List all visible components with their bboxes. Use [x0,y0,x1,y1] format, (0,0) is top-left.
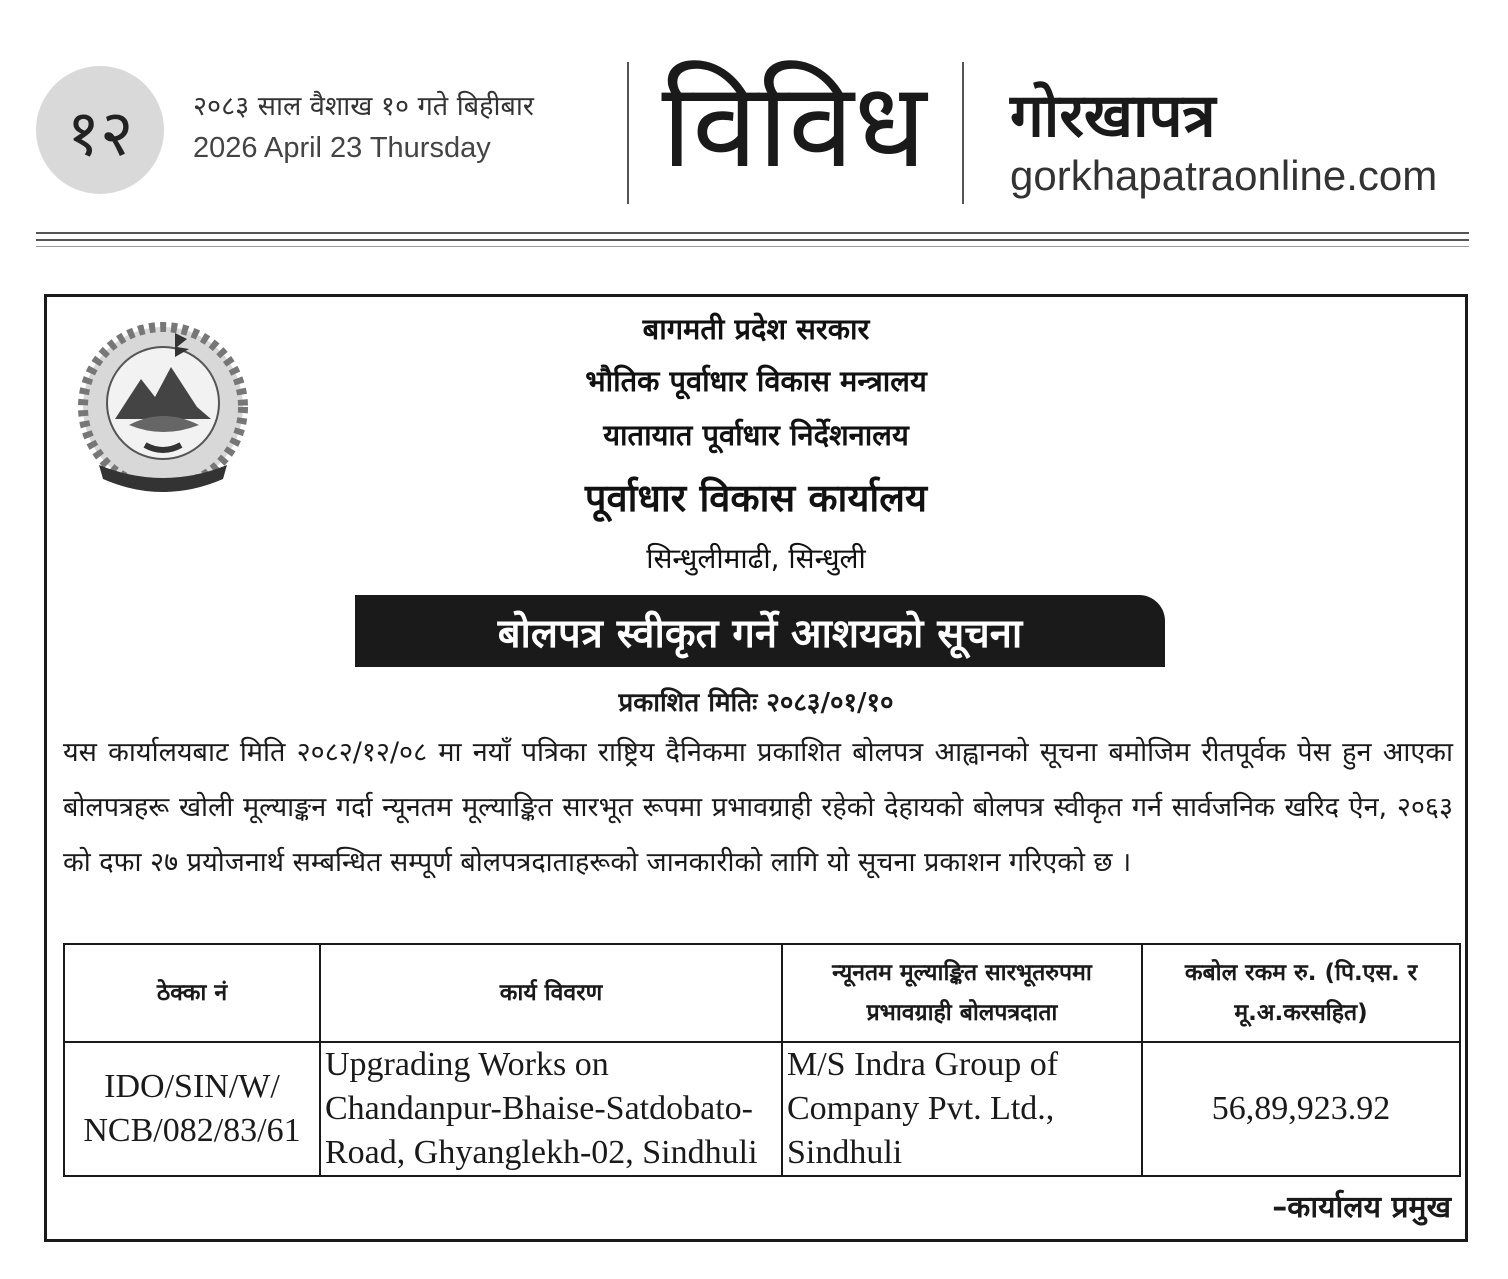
cell-amount: 56,89,923.92 [1142,1042,1460,1176]
cell-work-description: Upgrading Works on Chandanpur-Bhaise-Satdobato-Road, Ghyanglekh-02, Sindhuli [320,1042,782,1176]
table-row [64,1042,1460,1176]
published-date: प्रकाशित मितिः २०८३/०१/१० [618,688,894,718]
header-bidder: न्यूनतम मूल्याङ्कित सारभूतरुपमा प्रभावग्राही बोलपत्रदाता [782,944,1142,1042]
table-header-row [64,944,1460,1042]
header-amount: कबोल रकम रु. (पि.एस. र मू.अ.करसहित) [1142,944,1460,1042]
office-location: सिन्धुलीमाढी, सिन्धुली [646,542,866,575]
header-work-description: कार्य विवरण [320,944,782,1042]
cell-contract-no: IDO/SIN/W/ NCB/082/83/61 [64,1042,320,1176]
header-contract-no: ठेक्का नं [64,944,320,1042]
header-rule [36,232,1469,234]
date-english: 2026 April 23 Thursday [193,132,491,164]
date-nepali: २०८३ साल वैशाख १० गते बिहीबार [193,91,534,122]
heading-provincial-government: बागमती प्रदेश सरकार [642,312,870,346]
heading-office: पूर्वाधार विकास कार्यालय [584,476,928,520]
newspaper-website: gorkhapatraonline.com [1010,152,1438,199]
page-number: १२ [36,66,164,194]
masthead-divider [962,62,964,204]
newspaper-brand: गोरखापत्र [1010,81,1216,151]
cell-bidder: M/S Indra Group of Company Pvt. Ltd., Sindhuli [782,1042,1142,1176]
notice-body: यस कार्यालयबाट मिति २०८२/१२/०८ मा नयाँ पत्रिका राष्ट्रिय दैनिकमा प्रकाशित बोलपत्र आह्वानको सूचना बमोजिम रीतपूर्वक पेस हुन आएका बोलपत्रहरू खोली मूल्याङ्कन गर्दा न्यूनतम मूल्याङ्कित सारभूत रूपमा प्रभावग्राही रहेको देहायको बोलपत्र स्वीकृत गर्न सार्वजनिक खरिद ऐन, २०६३ को दफा २७ प्रयोजनार्थ सम्बन्धित सम्पूर्ण बोलपत्रदाताहरूको जानकारीको लागि यो सूचना प्रकाशन गरिएको छ । [63,737,1453,878]
tender-notice [44,294,1468,1242]
header-rule [36,239,1469,241]
bid-table [63,943,1461,1177]
office-chief-signature: –कार्यालय प्रमुख [1272,1190,1451,1225]
notice-title-banner: बोलपत्र स्वीकृत गर्ने आशयको सूचना [355,595,1165,667]
masthead-divider [627,62,629,204]
heading-directorate: यातायात पूर्वाधार निर्देशनालय [603,418,909,452]
section-title: विविध [661,56,927,194]
heading-ministry: भौतिक पूर्वाधार विकास मन्त्रालय [585,364,927,398]
header-rule [36,246,1469,247]
